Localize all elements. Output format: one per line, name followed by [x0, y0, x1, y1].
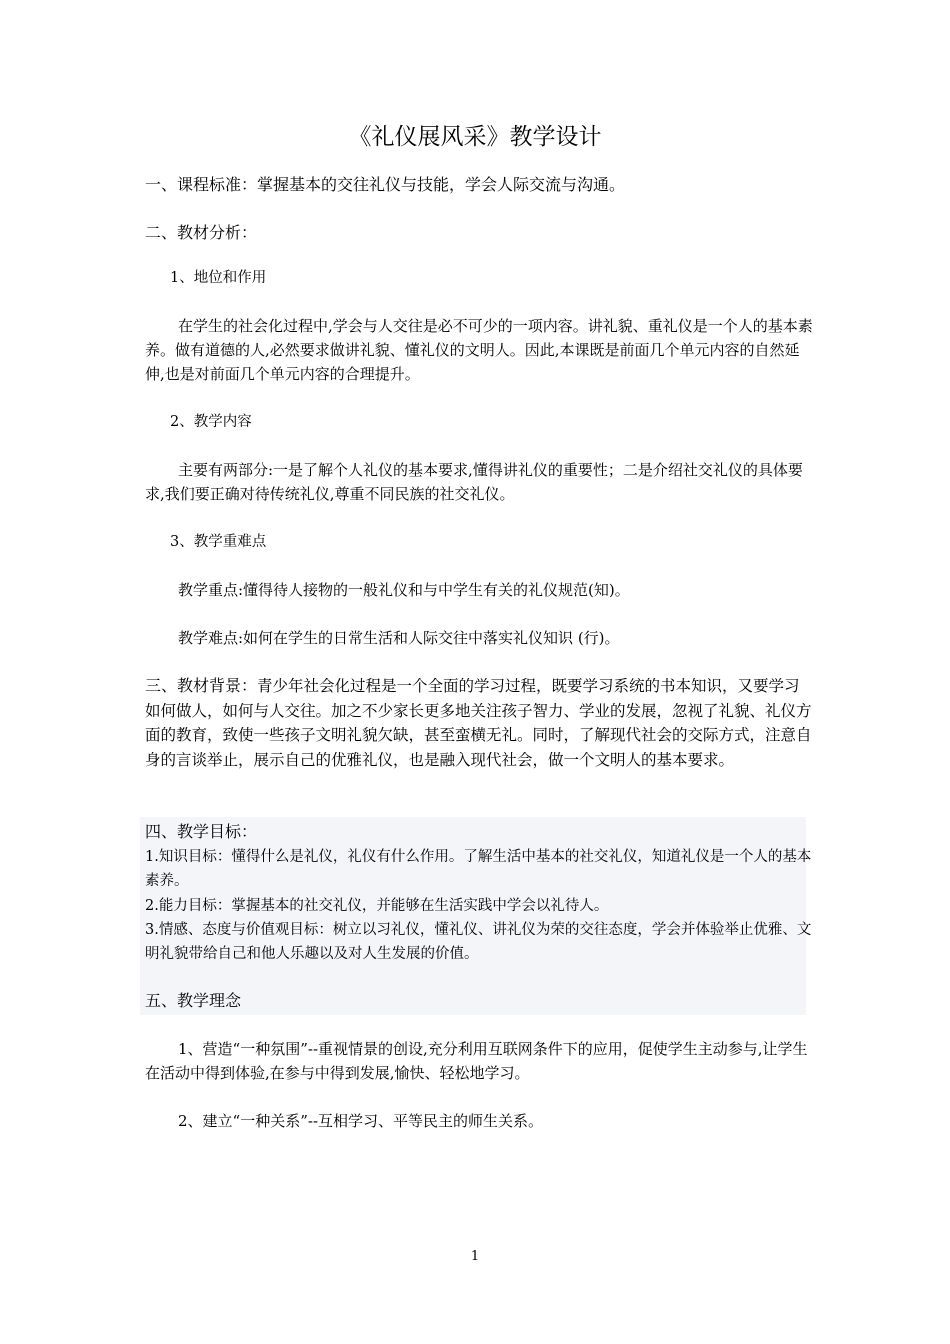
section-course-standard-text: 掌握基本的交往礼仪与技能，学会人际交流与沟通。	[257, 175, 626, 194]
subheading-key-difficult-points: 3、教学重难点	[170, 534, 267, 550]
page-number: 1	[470, 1249, 480, 1264]
section-material-analysis-label: 二、教材分析：	[145, 223, 258, 242]
paragraph-position-role: 在学生的社会化过程中,学会与人交往是必不可少的一项内容。讲礼貌、重礼仪是一个人的基本素养。做有道德的人,必然要求做讲礼貌、懂礼仪的文明人。因此,本课既是前面几个单元内容的自然延伸,也是对前面几个单元内容的合理提升。	[145, 317, 813, 383]
paragraph-teaching-content: 主要有两部分:一是了解个人礼仪的基本要求,懂得讲礼仪的重要性；二是介绍社交礼仪的具体要求,我们要正确对待传统礼仪,尊重不同民族的社交礼仪。	[145, 461, 803, 503]
goal-knowledge: 1.知识目标：懂得什么是礼仪，礼仪有什么作用。了解生活中基本的社交礼仪，知道礼仪是一个人的基本素养。	[145, 849, 812, 889]
philosophy-item-relationship: 2、建立“一种关系”--互相学习、平等民主的师生关系。	[178, 1112, 544, 1130]
subheading-teaching-content: 2、教学内容	[170, 414, 252, 430]
section-material-background	[145, 674, 815, 772]
section-course-standard-label: 一、课程标准：	[145, 175, 258, 194]
document-title: 《礼仪展风采》教学设计	[348, 124, 602, 150]
paragraph-difficult-point: 教学难点:如何在学生的日常生活和人际交往中落实礼仪知识 (行)。	[178, 629, 620, 647]
paragraph-key-point: 教学重点:懂得待人接物的一般礼仪和与中学生有关的礼仪规范(知)。	[178, 581, 630, 599]
goal-emotion-attitude-values: 3.情感、态度与价值观目标：树立以习礼仪，懂礼仪、讲礼仪为荣的交往态度，学会并体验举止优雅、文明礼貌带给自己和他人乐趣以及对人生发展的价值。	[145, 922, 812, 962]
section-teaching-goals-label: 四、教学目标：	[145, 822, 258, 841]
goal-ability: 2.能力目标：掌握基本的社交礼仪，并能够在生活实践中学会以礼待人。	[145, 898, 609, 914]
subheading-position-role: 1、地位和作用	[170, 270, 267, 286]
section-course-standard	[145, 173, 625, 197]
section-material-background-text: 青少年社会化过程是一个全面的学习过程，既要学习系统的书本知识，又要学习如何做人，如何与人交往。加之不少家长更多地关注孩子智力、学业的发展，忽视了礼貌、礼仪方面的教育，致使一些孩子文明礼貌欠缺，甚至蛮横无礼。同时，了解现代社会的交际方式，注意自身的言谈举止，展示自己的优雅礼仪，也是融入现代社会，做一个文明人的基本要求。	[145, 677, 812, 769]
philosophy-item-atmosphere: 1、营造“一种氛围”--重视情景的创设,充分利用互联网条件下的应用，促使学生主动参与,让学生在活动中得到体验,在参与中得到发展,愉快、轻松地学习。	[145, 1040, 808, 1082]
section-material-background-label: 三、教材背景：	[145, 676, 258, 695]
section-teaching-philosophy-label: 五、教学理念	[145, 991, 242, 1010]
